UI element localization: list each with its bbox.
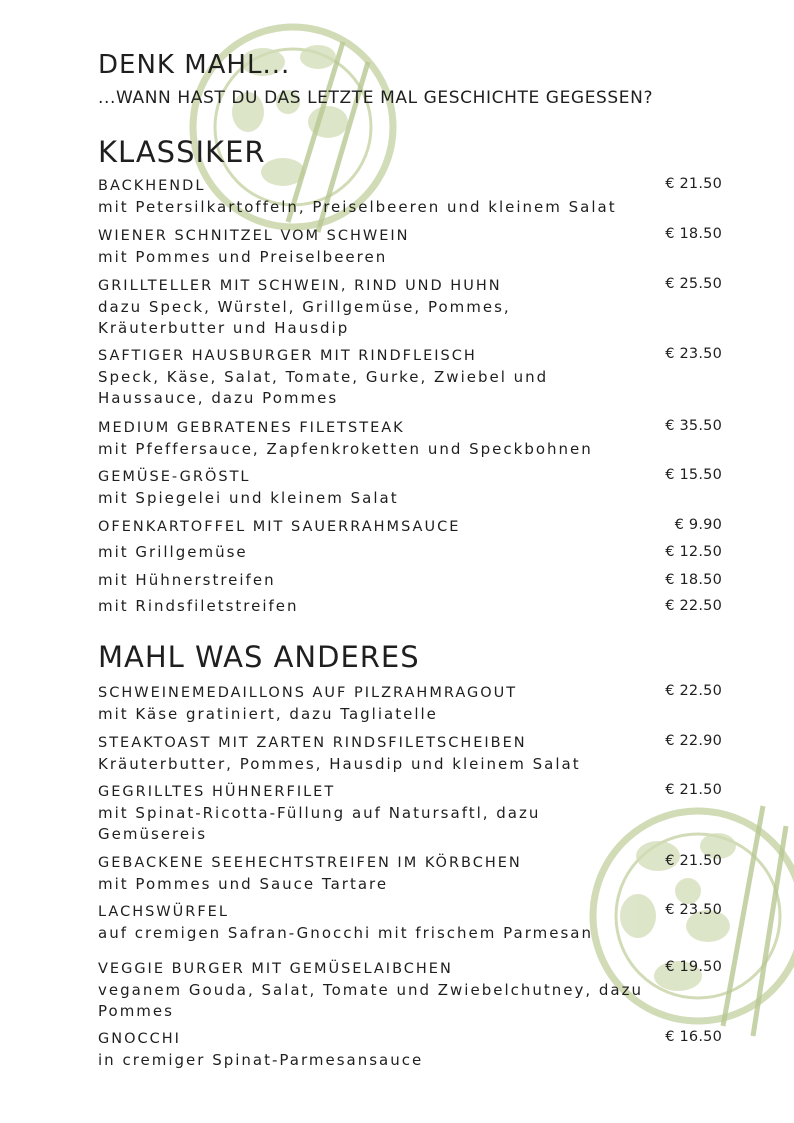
item-price: € 23.50 <box>665 902 722 918</box>
item-description: mit Pfeffersauce, Zapfenkroketten und Speckbohnen <box>98 440 593 458</box>
menu-item <box>98 902 722 944</box>
item-description: mit Käse gratiniert, dazu Tagliatelle <box>98 705 438 723</box>
item-price: € 35.50 <box>665 418 722 434</box>
section-title-klassiker: KLASSIKER <box>98 135 266 169</box>
item-description: mit Petersilkartoffeln, Preiselbeeren und kleinem Salat <box>98 198 617 216</box>
item-price: € 21.50 <box>665 176 722 192</box>
menu-subtitle: ...WANN HAST DU DAS LETZTE MAL GESCHICHTE GEGESSEN? <box>98 88 654 108</box>
menu-subitem <box>98 596 722 617</box>
item-description: in cremiger Spinat-Parmesansauce <box>98 1051 424 1069</box>
menu-item <box>98 226 722 268</box>
item-description: mit Grillgemüse <box>98 543 248 561</box>
item-price: € 21.50 <box>665 782 722 798</box>
menu-subitem <box>98 542 722 563</box>
item-name: GNOCCHI <box>98 1031 181 1047</box>
menu-item <box>98 418 722 460</box>
item-name: LACHSWÜRFEL <box>98 904 229 920</box>
menu-item <box>98 346 722 409</box>
item-price: € 25.50 <box>665 276 722 292</box>
item-price: € 22.50 <box>665 598 722 614</box>
menu-item <box>98 467 722 509</box>
item-name: GEMÜSE-GRÖSTL <box>98 469 251 485</box>
item-price: € 15.50 <box>665 467 722 483</box>
item-description: mit Pommes und Sauce Tartare <box>98 875 389 893</box>
item-name: VEGGIE BURGER MIT GEMÜSELAIBCHEN <box>98 961 453 977</box>
item-description: Speck, Käse, Salat, Tomate, Gurke, Zwiebel und Haussauce, dazu Pommes <box>98 368 549 407</box>
item-name: OFENKARTOFFEL MIT SAUERRAHMSAUCE <box>98 519 461 535</box>
item-price: € 18.50 <box>665 226 722 242</box>
item-price: € 18.50 <box>665 572 722 588</box>
item-description: mit Hühnerstreifen <box>98 571 276 589</box>
item-description: auf cremigen Safran-Gnocchi mit frischem Parmesan <box>98 924 593 942</box>
item-name: MEDIUM GEBRATENES FILETSTEAK <box>98 420 405 436</box>
item-description: mit Pommes und Preiselbeeren <box>98 248 388 266</box>
item-price: € 23.50 <box>665 346 722 362</box>
item-name: STEAKTOAST MIT ZARTEN RINDSFILETSCHEIBEN <box>98 735 527 751</box>
section-title-mahl-was-anderes: MAHL WAS ANDERES <box>98 640 420 674</box>
item-price: € 12.50 <box>665 544 722 560</box>
menu-item <box>98 517 722 538</box>
menu-item <box>98 959 722 1022</box>
item-description: dazu Speck, Würstel, Grillgemüse, Pommes, Kräuterbutter und Hausdip <box>98 298 511 337</box>
item-name: SAFTIGER HAUSBURGER MIT RINDFLEISCH <box>98 348 477 364</box>
menu-item <box>98 683 722 725</box>
menu-item <box>98 1029 722 1071</box>
item-name: GRILLTELLER MIT SCHWEIN, RIND UND HUHN <box>98 278 502 294</box>
menu-item <box>98 733 722 775</box>
item-description: mit Spiegelei und kleinem Salat <box>98 489 399 507</box>
item-description: Kräuterbutter, Pommes, Hausdip und kleinem Salat <box>98 755 581 773</box>
item-price: € 22.90 <box>665 733 722 749</box>
menu-item <box>98 782 722 845</box>
item-price: € 19.50 <box>665 959 722 975</box>
item-price: € 22.50 <box>665 683 722 699</box>
item-price: € 16.50 <box>665 1029 722 1045</box>
item-description: veganem Gouda, Salat, Tomate und Zwiebelchutney, dazu Pommes <box>98 981 643 1020</box>
item-name: BACKHENDL <box>98 178 206 194</box>
item-name: GEBACKENE SEEHECHTSTREIFEN IM KÖRBCHEN <box>98 855 522 871</box>
menu-item <box>98 176 722 218</box>
item-description: mit Rindsfiletstreifen <box>98 597 299 615</box>
item-name: SCHWEINEMEDAILLONS AUF PILZRAHMRAGOUT <box>98 685 518 701</box>
menu-item <box>98 853 722 895</box>
item-name: WIENER SCHNITZEL VOM SCHWEIN <box>98 228 410 244</box>
menu-title: DENK MAHL... <box>98 50 291 80</box>
menu-item <box>98 276 722 339</box>
item-description: mit Spinat-Ricotta-Füllung auf Natursaftl, dazu Gemüsereis <box>98 804 541 843</box>
item-price: € 21.50 <box>665 853 722 869</box>
item-price: € 9.90 <box>674 517 722 533</box>
item-name: GEGRILLTES HÜHNERFILET <box>98 784 336 800</box>
menu-subitem <box>98 570 722 591</box>
